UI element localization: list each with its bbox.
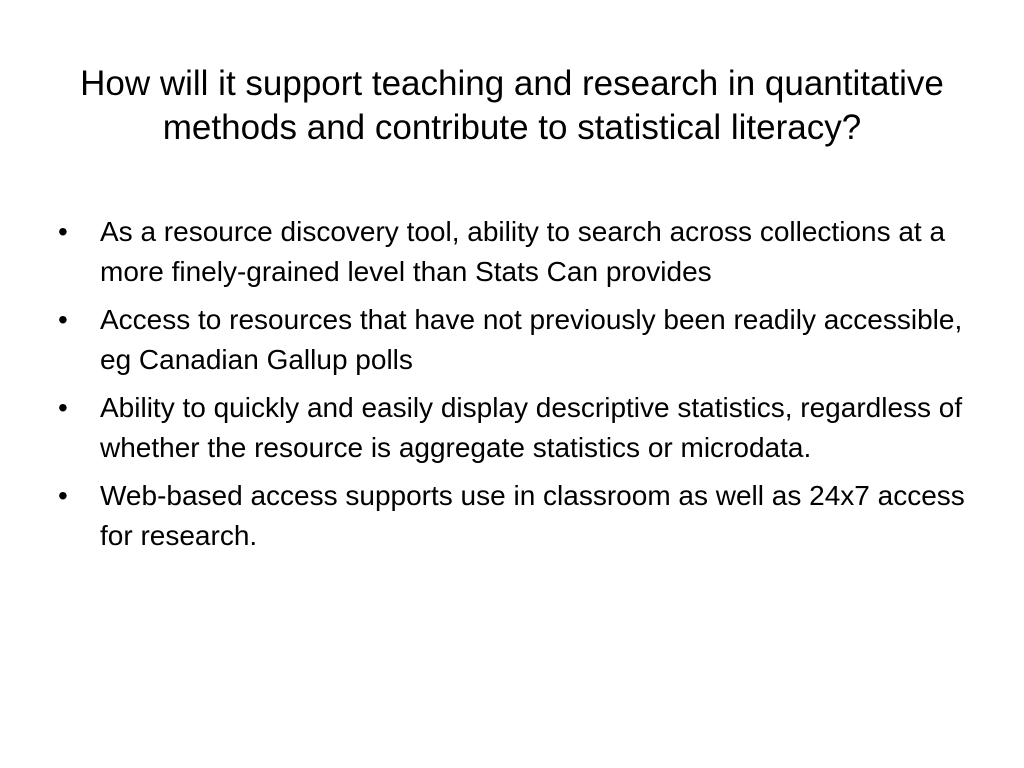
slide-title: How will it support teaching and research in quantitative methods and contribute to statistical literacy? [80,64,944,147]
bullet-item [58,300,978,380]
bullet-item [58,388,978,468]
bullet-text: As a resource discovery tool, ability to search across collections at a more finely-grained level than Stats Can provides [100,216,946,287]
bullet-marker: • [58,216,68,247]
bullet-item [58,476,978,556]
bullet-text: Access to resources that have not previously been readily accessible, eg Canadian Gallup polls [100,304,963,375]
bullet-marker: • [58,480,68,511]
bullet-text: Ability to quickly and easily display descriptive statistics, regardless of whether the resource is aggregate statistics or microdata. [100,392,963,463]
bullet-marker: • [58,304,68,335]
bullet-list [58,212,978,564]
bullet-marker: • [58,392,68,423]
bullet-text: Web-based access supports use in classroom as well as 24x7 access for research. [100,480,965,551]
bullet-item [58,212,978,292]
